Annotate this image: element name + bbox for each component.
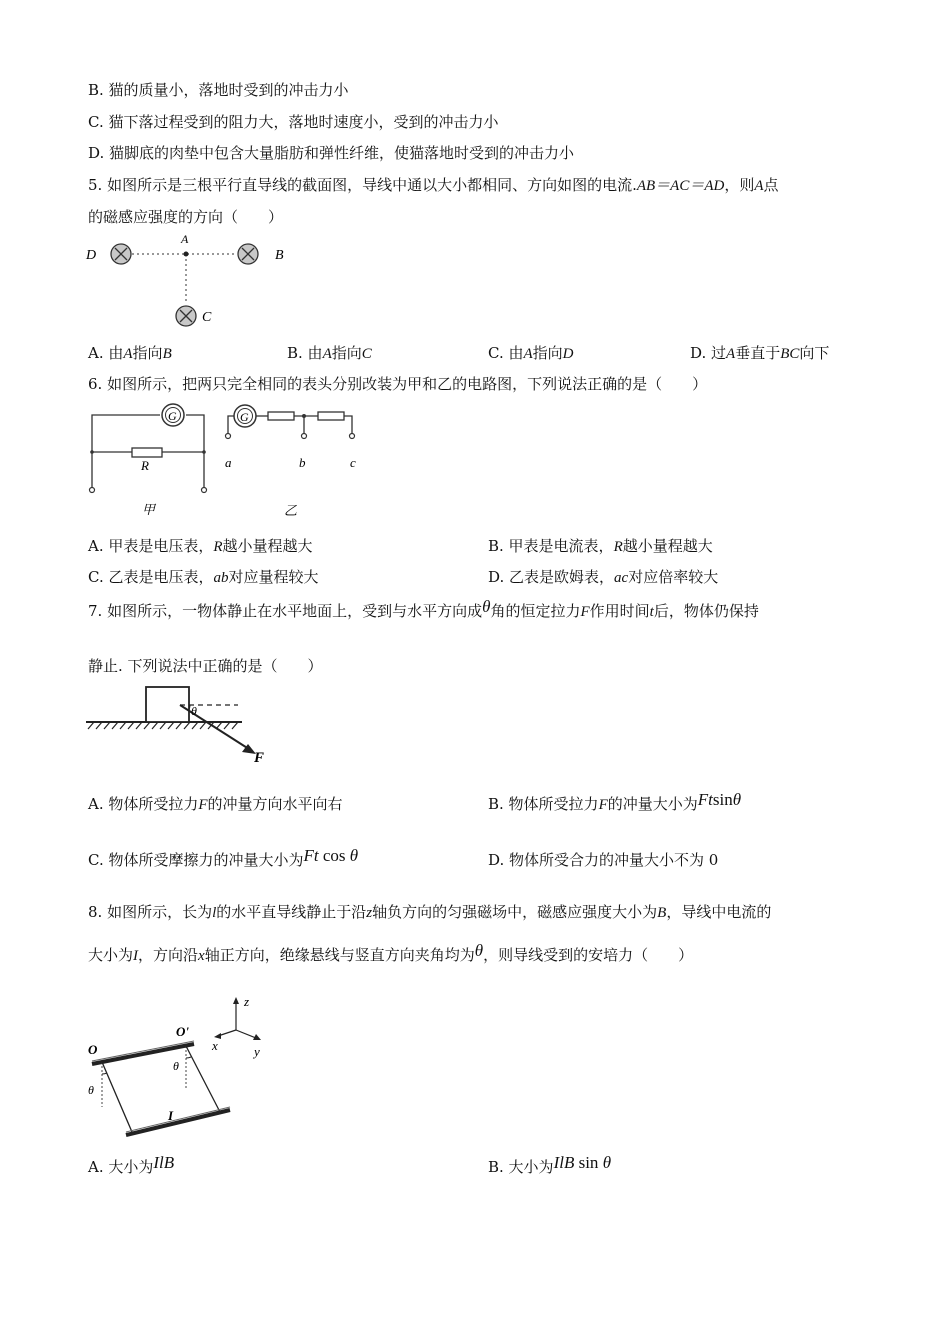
q7-option-c[interactable]: C. 物体所受摩擦力的冲量大小为Ft cos θ bbox=[88, 846, 359, 869]
q5-stem-line2: 的磁感应强度的方向（ ） bbox=[88, 208, 284, 226]
label-c: C bbox=[202, 310, 212, 325]
label-d: D bbox=[86, 248, 97, 263]
q5-option-d[interactable]: D. 过A垂直于BC向下 bbox=[690, 344, 830, 362]
caption-jia: 甲 bbox=[142, 502, 156, 517]
wire-c-icon bbox=[176, 306, 196, 326]
axis-z-label: z bbox=[244, 994, 250, 1009]
wire-b-icon bbox=[238, 244, 258, 264]
q6-figure bbox=[82, 400, 382, 522]
q8-stem-line2: 大小为I，方向沿x轴正方向，绝缘悬线与竖直方向夹角均为θ，则导线受到的安培力（ ） bbox=[88, 941, 694, 964]
circuit-jia bbox=[90, 404, 207, 517]
q8-stem-line1: 8. 如图所示，长为l的水平直导线静止于沿z轴负方向的匀强磁场中，磁感应强度大小为B，导线中电流的 bbox=[88, 903, 772, 921]
terminal-a: a bbox=[225, 455, 232, 470]
q8-option-b[interactable]: B. 大小为IlB sin θ bbox=[488, 1153, 612, 1176]
wire-d-icon bbox=[111, 244, 131, 264]
terminal-c: c bbox=[350, 455, 356, 470]
q7-stem: 7. 如图所示，一物体静止在水平地面上，受到与水平方向成θ角的恒定拉力F作用时间t后，物体仍保持 bbox=[88, 597, 759, 620]
force-label: F bbox=[254, 750, 265, 766]
galvanometer-icon bbox=[234, 405, 256, 427]
circuit-yi bbox=[225, 405, 356, 518]
label-o: O bbox=[88, 1042, 98, 1057]
label-o-prime: O' bbox=[176, 1024, 189, 1039]
caption-yi: 乙 bbox=[284, 503, 298, 518]
label-a: A bbox=[181, 232, 189, 246]
q5-figure bbox=[80, 232, 300, 332]
theta-left: θ bbox=[88, 1083, 94, 1097]
q7-option-d[interactable]: D. 物体所受合力的冲量大小不为 0 bbox=[488, 851, 719, 869]
current-label: I bbox=[168, 1108, 174, 1123]
axis-x-label: x bbox=[212, 1038, 218, 1053]
q6-option-b[interactable]: B. 甲表是电流表，R越小量程越大 bbox=[488, 537, 713, 555]
svg-text:R: R bbox=[141, 458, 149, 473]
galvanometer-icon bbox=[162, 404, 184, 426]
resistor-icon bbox=[132, 448, 162, 457]
axes-icon bbox=[214, 997, 261, 1040]
resistor-icon bbox=[268, 412, 294, 420]
q6-stem: 6. 如图所示，把两只完全相同的表头分别改装为甲和乙的电路图，下列说法正确的是（ ） bbox=[88, 375, 708, 393]
q4-option-c: C. 猫下落过程受到的阻力大，落地时速度小，受到的冲击力小 bbox=[88, 113, 499, 131]
q6-option-d[interactable]: D. 乙表是欧姆表，ac对应倍率较大 bbox=[488, 568, 719, 586]
q4-option-d: D. 猫脚底的肉垫中包含大量脂肪和弹性纤维，使猫落地时受到的冲击力小 bbox=[88, 144, 575, 162]
q6-option-c[interactable]: C. 乙表是电压表，ab对应量程较大 bbox=[88, 568, 319, 586]
q8-option-a[interactable]: A. 大小为IlB bbox=[88, 1153, 175, 1176]
theta-label: θ bbox=[191, 704, 197, 718]
axis-y-label: y bbox=[254, 1044, 260, 1059]
q5-option-c[interactable]: C. 由A指向D bbox=[488, 344, 574, 362]
q8-figure bbox=[84, 992, 284, 1142]
q7-figure bbox=[84, 682, 284, 772]
svg-text:G: G bbox=[240, 410, 249, 424]
q5-option-a[interactable]: A. 由A指向B bbox=[88, 344, 172, 362]
q5-option-b[interactable]: B. 由A指向C bbox=[287, 344, 372, 362]
q6-option-a[interactable]: A. 甲表是电压表，R越小量程越大 bbox=[88, 537, 313, 555]
q4-option-b: B. 猫的质量小，落地时受到的冲击力小 bbox=[88, 81, 349, 99]
q7-option-b[interactable]: B. 物体所受拉力F的冲量大小为Ftsinθ bbox=[488, 790, 742, 813]
terminal-b: b bbox=[299, 455, 306, 470]
resistor-icon bbox=[318, 412, 344, 420]
q7-option-a[interactable]: A. 物体所受拉力F的冲量方向水平向右 bbox=[88, 795, 343, 813]
q7-stem-line2: 静止. 下列说法中正确的是（ ） bbox=[88, 657, 323, 675]
svg-text:G: G bbox=[168, 409, 177, 423]
theta-right: θ bbox=[173, 1059, 179, 1073]
q5-stem: 5. 如图所示是三根平行直导线的截面图，导线中通以大小都相同、方向如图的电流.AB＝AC＝AD，则A点 bbox=[88, 176, 779, 194]
label-b: B bbox=[275, 248, 284, 263]
